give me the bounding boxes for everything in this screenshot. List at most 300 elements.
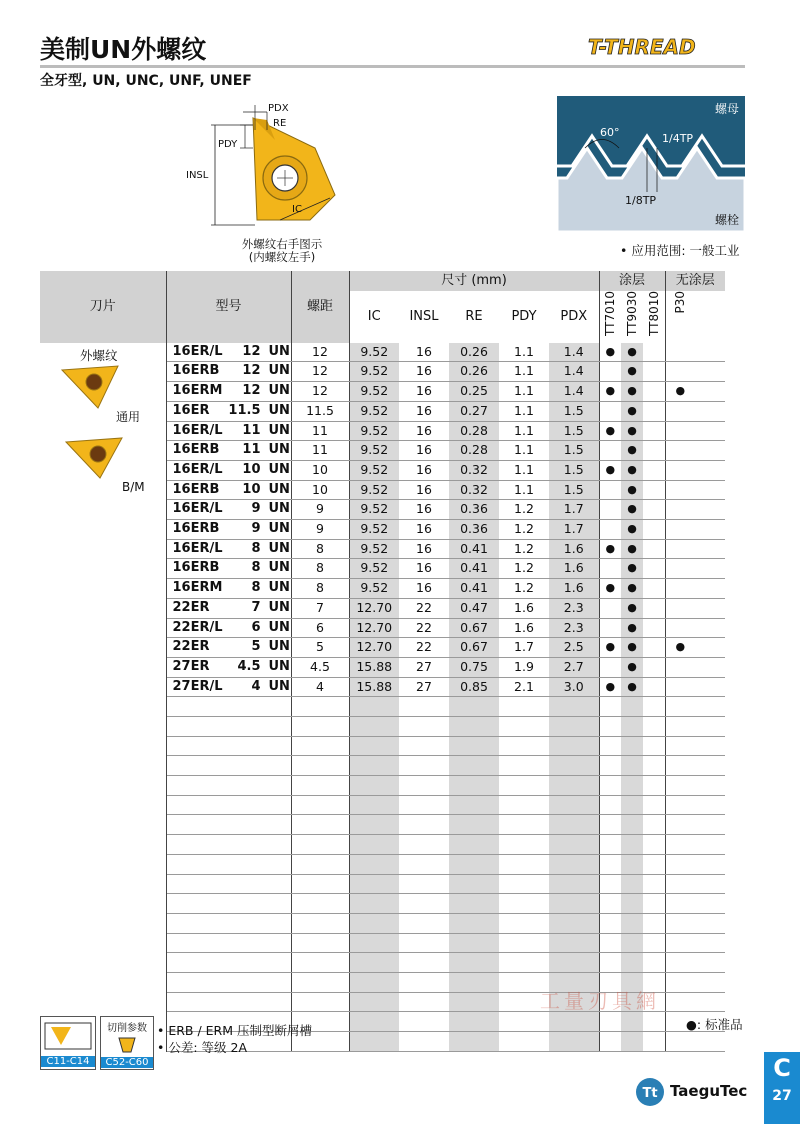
insl-cell: 16 — [399, 539, 449, 559]
model-pitch: 8 — [251, 560, 261, 576]
insl-cell: 16 — [399, 480, 449, 500]
model-code: 16ERB — [172, 363, 220, 379]
re-cell — [449, 697, 499, 717]
blade-cell — [40, 736, 166, 756]
table-row — [40, 343, 725, 362]
grade-g4-cell — [665, 992, 695, 1012]
angle-label: 60° — [600, 126, 620, 139]
grade-g1-cell — [599, 736, 621, 756]
blank-cell — [695, 736, 725, 756]
model-cell — [166, 697, 291, 717]
box1-label: C11-C14 — [41, 1056, 95, 1067]
grade-g1-cell — [599, 815, 621, 835]
pitch-cell — [291, 697, 349, 717]
insl-cell — [399, 835, 449, 855]
insl-cell — [399, 1032, 449, 1052]
insl-cell: 16 — [399, 382, 449, 402]
model-standard: UN — [268, 658, 290, 674]
insl-cell: 16 — [399, 441, 449, 461]
grade-g2-cell: ● — [621, 401, 643, 421]
table-row — [40, 894, 725, 914]
table-row — [40, 913, 725, 933]
ic-cell: 15.88 — [349, 677, 399, 697]
grade-g2-cell — [621, 697, 643, 717]
thread-profile-figure — [557, 96, 745, 232]
blade-cell — [40, 697, 166, 717]
pdy-cell: 1.1 — [499, 421, 549, 441]
model-standard: UN — [268, 678, 290, 694]
page-subtitle: 全牙型, UN, UNC, UNF, UNEF — [40, 73, 252, 89]
blank-cell — [695, 677, 725, 697]
ic-cell: 9.52 — [349, 401, 399, 421]
grade-g4-cell — [665, 756, 695, 776]
grade-g1-cell — [599, 480, 621, 500]
model-cell — [166, 776, 291, 796]
grade-g4-cell — [665, 776, 695, 796]
bm-insert-icon — [62, 432, 126, 482]
re-cell: 0.36 — [449, 520, 499, 540]
blade-cell — [40, 953, 166, 973]
table-row — [40, 835, 725, 855]
model-cell — [166, 638, 291, 658]
insl-cell: 22 — [399, 598, 449, 618]
model-cell — [166, 343, 291, 362]
grade-g4-cell — [665, 677, 695, 697]
re-cell — [449, 1012, 499, 1032]
grade-g1-cell — [599, 756, 621, 776]
blade-cell — [40, 539, 166, 559]
grade-g4-cell: ● — [665, 638, 695, 658]
model-cell — [166, 500, 291, 520]
grade-g4-cell — [665, 1032, 695, 1052]
insl-cell: 22 — [399, 638, 449, 658]
pdy-cell — [499, 953, 549, 973]
grade-g2-cell — [621, 1012, 643, 1032]
grade-g3-cell — [643, 579, 665, 599]
pdx-cell — [549, 933, 599, 953]
ic-cell — [349, 815, 399, 835]
insl-cell — [399, 1012, 449, 1032]
model-cell — [166, 362, 291, 382]
blank-cell — [695, 756, 725, 776]
table-row — [40, 874, 725, 894]
model-standard: UN — [268, 402, 290, 418]
grade-g3-cell — [643, 421, 665, 441]
blade-cell — [40, 933, 166, 953]
pdx-cell — [549, 874, 599, 894]
ic-cell: 12.70 — [349, 598, 399, 618]
grade-g1-cell — [599, 618, 621, 638]
blank-cell — [695, 697, 725, 717]
grade-g3-cell — [643, 657, 665, 677]
pitch-cell: 4 — [291, 677, 349, 697]
model-standard: UN — [268, 540, 290, 556]
model-standard: UN — [268, 521, 290, 537]
re-cell: 0.25 — [449, 382, 499, 402]
pdy-cell: 1.1 — [499, 343, 549, 362]
pdx-cell: 3.0 — [549, 677, 599, 697]
col-re: RE — [449, 291, 499, 343]
ic-label: IC — [292, 204, 302, 215]
grade-g3-cell — [643, 618, 665, 638]
ic-cell — [349, 795, 399, 815]
model-code: 16ERB — [172, 521, 220, 537]
grade-g2-cell: ● — [621, 421, 643, 441]
blade-cell — [40, 618, 166, 638]
model-cell — [166, 460, 291, 480]
blade-cell — [40, 854, 166, 874]
pdy-cell — [499, 1012, 549, 1032]
grade-g3-cell — [643, 953, 665, 973]
pdy-cell — [499, 933, 549, 953]
grade-g1-cell — [599, 500, 621, 520]
model-standard: UN — [268, 560, 290, 576]
blank-cell — [695, 401, 725, 421]
spec-table — [40, 271, 725, 1052]
grade-g1-cell — [599, 776, 621, 796]
blade-cell — [40, 874, 166, 894]
table-row — [40, 500, 725, 520]
ic-cell: 9.52 — [349, 559, 399, 579]
table-row — [40, 401, 725, 421]
pdy-cell — [499, 874, 549, 894]
blank-cell — [695, 1032, 725, 1052]
brand-logo: T-THREAD — [588, 35, 696, 59]
col-pitch: 螺距 — [291, 271, 349, 343]
model-code: 16ERM — [172, 580, 223, 596]
ic-cell — [349, 854, 399, 874]
grade-g4-cell — [665, 401, 695, 421]
grade-g2-cell: ● — [621, 579, 643, 599]
grade-g1-cell — [599, 933, 621, 953]
pdy-label: PDY — [218, 139, 238, 150]
blank-cell — [695, 539, 725, 559]
ic-cell: 9.52 — [349, 500, 399, 520]
grade-g1-cell: ● — [599, 677, 621, 697]
grade-g2-cell: ● — [621, 598, 643, 618]
pdx-cell: 2.3 — [549, 598, 599, 618]
pdx-cell: 2.7 — [549, 657, 599, 677]
pitch-cell — [291, 756, 349, 776]
pdy-cell — [499, 736, 549, 756]
blade-cell — [40, 559, 166, 579]
pdx-cell: 1.4 — [549, 382, 599, 402]
grade-g2-cell — [621, 1032, 643, 1052]
insl-cell — [399, 933, 449, 953]
model-pitch: 8 — [251, 580, 261, 596]
grade-g4-cell — [665, 736, 695, 756]
grade-g3-cell — [643, 1012, 665, 1032]
pdy-cell — [499, 776, 549, 796]
pitch-cell — [291, 933, 349, 953]
re-cell: 0.26 — [449, 362, 499, 382]
grade-g4-cell — [665, 539, 695, 559]
pdy-cell — [499, 756, 549, 776]
pdx-cell: 1.4 — [549, 343, 599, 362]
pdy-cell: 1.1 — [499, 401, 549, 421]
blank-cell — [695, 598, 725, 618]
pdx-cell — [549, 776, 599, 796]
grade-g1-cell — [599, 362, 621, 382]
pitch-cell — [291, 972, 349, 992]
pdy-cell — [499, 1032, 549, 1052]
reference-box-c11[interactable] — [40, 1016, 96, 1070]
model-code: 22ER — [172, 639, 210, 655]
table-row — [40, 618, 725, 638]
grade-g3-cell — [643, 460, 665, 480]
model-pitch: 10 — [242, 461, 261, 477]
model-pitch: 8 — [251, 540, 261, 556]
model-pitch: 9 — [251, 501, 261, 517]
blank-cell — [695, 362, 725, 382]
grade-g1-cell — [599, 913, 621, 933]
table-row — [40, 854, 725, 874]
col-dims: 尺寸 (mm) — [349, 271, 599, 291]
col-insl: INSL — [399, 291, 449, 343]
model-cell — [166, 815, 291, 835]
taegutec-logo-icon — [634, 1076, 666, 1108]
table-row — [40, 559, 725, 579]
model-cell — [166, 933, 291, 953]
model-cell — [166, 756, 291, 776]
table-row — [40, 362, 725, 382]
pitch-cell: 8 — [291, 539, 349, 559]
grade-g3-cell — [643, 441, 665, 461]
grade-g2-cell — [621, 717, 643, 737]
pitch-cell: 8 — [291, 579, 349, 599]
re-cell: 0.67 — [449, 638, 499, 658]
pitch-cell — [291, 835, 349, 855]
pitch-cell: 4.5 — [291, 657, 349, 677]
grade-g1-cell — [599, 520, 621, 540]
blank-cell — [695, 579, 725, 599]
model-pitch: 11.5 — [228, 402, 261, 418]
table-row — [40, 382, 725, 402]
insl-cell: 16 — [399, 520, 449, 540]
standard-legend: ●: 标准品 — [686, 1017, 743, 1032]
re-cell — [449, 1032, 499, 1052]
pdx-cell: 1.6 — [549, 579, 599, 599]
grade-g3-cell — [643, 874, 665, 894]
grade-g3-cell — [643, 835, 665, 855]
grade-g3-cell — [643, 382, 665, 402]
grade-g2-cell — [621, 795, 643, 815]
ic-cell: 12.70 — [349, 638, 399, 658]
re-cell: 0.28 — [449, 441, 499, 461]
grade-g3-cell — [643, 500, 665, 520]
blade-cell — [40, 480, 166, 500]
pdx-cell — [549, 736, 599, 756]
blank-cell — [695, 874, 725, 894]
insl-cell — [399, 756, 449, 776]
model-cell — [166, 441, 291, 461]
grade-g4-cell — [665, 343, 695, 362]
table-row — [40, 421, 725, 441]
pdx-cell — [549, 913, 599, 933]
grade-g1-cell — [599, 717, 621, 737]
blank-cell — [695, 835, 725, 855]
grade-g3-cell — [643, 913, 665, 933]
model-code: 22ER/L — [172, 619, 223, 635]
pitch-cell — [291, 795, 349, 815]
grade-g1-cell — [599, 1032, 621, 1052]
model-standard: UN — [268, 363, 290, 379]
ic-cell: 9.52 — [349, 579, 399, 599]
grade-g1-cell — [599, 894, 621, 914]
grade-g4-cell — [665, 500, 695, 520]
nut-label: 螺母 — [714, 102, 739, 116]
re-cell — [449, 874, 499, 894]
grade-g2-cell — [621, 894, 643, 914]
pdx-cell — [549, 795, 599, 815]
grade-g1-cell — [599, 441, 621, 461]
ic-cell — [349, 756, 399, 776]
pdy-cell: 1.1 — [499, 460, 549, 480]
grade-g3-cell — [643, 717, 665, 737]
model-pitch: 5 — [251, 639, 261, 655]
ic-cell — [349, 894, 399, 914]
blade-cell — [40, 520, 166, 540]
pdy-cell: 1.1 — [499, 480, 549, 500]
insert-type-label: 外螺纹 — [80, 348, 118, 363]
grade-g4-cell — [665, 697, 695, 717]
insl-cell: 16 — [399, 559, 449, 579]
col-tt9030: TT9030 — [625, 291, 639, 336]
grade-g2-cell — [621, 835, 643, 855]
ic-cell — [349, 1012, 399, 1032]
section-letter: C — [773, 1054, 791, 1082]
table-row — [40, 697, 725, 717]
insl-cell: 27 — [399, 657, 449, 677]
pdy-cell: 1.1 — [499, 362, 549, 382]
note-tolerance: • 公差: 等级 2A — [157, 1040, 248, 1055]
table-row — [40, 598, 725, 618]
blade-cell — [40, 913, 166, 933]
grade-g4-cell — [665, 579, 695, 599]
blank-cell — [695, 953, 725, 973]
re-cell: 0.28 — [449, 421, 499, 441]
blade-cell — [40, 992, 166, 1012]
blank-cell — [695, 559, 725, 579]
re-cell — [449, 736, 499, 756]
re-cell: 0.85 — [449, 677, 499, 697]
re-cell: 0.41 — [449, 559, 499, 579]
blank-cell — [695, 421, 725, 441]
pdx-label: PDX — [268, 103, 289, 114]
grade-g3-cell — [643, 638, 665, 658]
model-pitch: 4.5 — [237, 658, 261, 674]
insl-cell: 16 — [399, 500, 449, 520]
model-cell — [166, 835, 291, 855]
reference-box-c52[interactable] — [100, 1016, 154, 1070]
col-uncoated: 无涂层 — [665, 271, 725, 291]
blank-cell — [695, 382, 725, 402]
pitch-cell — [291, 815, 349, 835]
blade-cell — [40, 598, 166, 618]
re-cell — [449, 835, 499, 855]
re-cell — [449, 992, 499, 1012]
grade-g4-cell — [665, 717, 695, 737]
eighth-pitch-label: 1/8TP — [625, 194, 657, 207]
blade-cell — [40, 795, 166, 815]
ic-cell — [349, 933, 399, 953]
pdy-cell: 1.7 — [499, 638, 549, 658]
pitch-cell: 10 — [291, 480, 349, 500]
grade-g4-cell: ● — [665, 382, 695, 402]
re-cell — [449, 894, 499, 914]
model-cell — [166, 559, 291, 579]
pdx-cell: 1.5 — [549, 401, 599, 421]
grade-g2-cell — [621, 756, 643, 776]
table-row — [40, 953, 725, 973]
insl-cell: 16 — [399, 421, 449, 441]
pitch-cell — [291, 854, 349, 874]
col-blade: 刀片 — [40, 271, 166, 343]
ic-cell — [349, 776, 399, 796]
grade-g4-cell — [665, 618, 695, 638]
general-label: 通用 — [116, 410, 141, 424]
table-row — [40, 736, 725, 756]
blank-cell — [695, 815, 725, 835]
insl-label: INSL — [186, 170, 209, 181]
blank-cell — [695, 343, 725, 362]
insl-cell — [399, 697, 449, 717]
pdy-cell: 1.2 — [499, 579, 549, 599]
grade-g3-cell — [643, 677, 665, 697]
model-code: 27ER — [172, 658, 210, 674]
model-pitch: 10 — [242, 481, 261, 497]
pitch-cell — [291, 874, 349, 894]
grade-g3-cell — [643, 697, 665, 717]
grade-g1-cell: ● — [599, 539, 621, 559]
grade-g1-cell — [599, 697, 621, 717]
re-cell: 0.27 — [449, 401, 499, 421]
grade-g3-cell — [643, 776, 665, 796]
model-standard: UN — [268, 343, 290, 359]
blank-cell — [695, 480, 725, 500]
blank-cell — [695, 795, 725, 815]
pitch-cell — [291, 913, 349, 933]
pitch-cell — [291, 776, 349, 796]
insl-cell — [399, 894, 449, 914]
grade-g2-cell: ● — [621, 441, 643, 461]
bm-label: B/M — [122, 480, 145, 494]
pdx-cell: 1.4 — [549, 362, 599, 382]
pdx-cell: 1.6 — [549, 539, 599, 559]
col-model: 型号 — [166, 271, 291, 343]
pitch-cell: 8 — [291, 559, 349, 579]
model-code: 16ER/L — [172, 343, 223, 359]
model-code: 16ERB — [172, 481, 220, 497]
grade-g2-cell: ● — [621, 460, 643, 480]
grade-g4-cell — [665, 480, 695, 500]
pdy-cell: 1.1 — [499, 382, 549, 402]
col-pdy: PDY — [499, 291, 549, 343]
re-cell — [449, 933, 499, 953]
re-cell: 0.67 — [449, 618, 499, 638]
pdx-cell: 1.5 — [549, 480, 599, 500]
re-cell — [449, 972, 499, 992]
model-cell — [166, 874, 291, 894]
pitch-cell: 9 — [291, 520, 349, 540]
pitch-cell: 11 — [291, 441, 349, 461]
ic-cell — [349, 697, 399, 717]
tool-holder-icon — [41, 1017, 95, 1053]
ic-cell — [349, 972, 399, 992]
model-pitch: 6 — [251, 619, 261, 635]
pdx-cell — [549, 717, 599, 737]
model-standard: UN — [268, 619, 290, 635]
